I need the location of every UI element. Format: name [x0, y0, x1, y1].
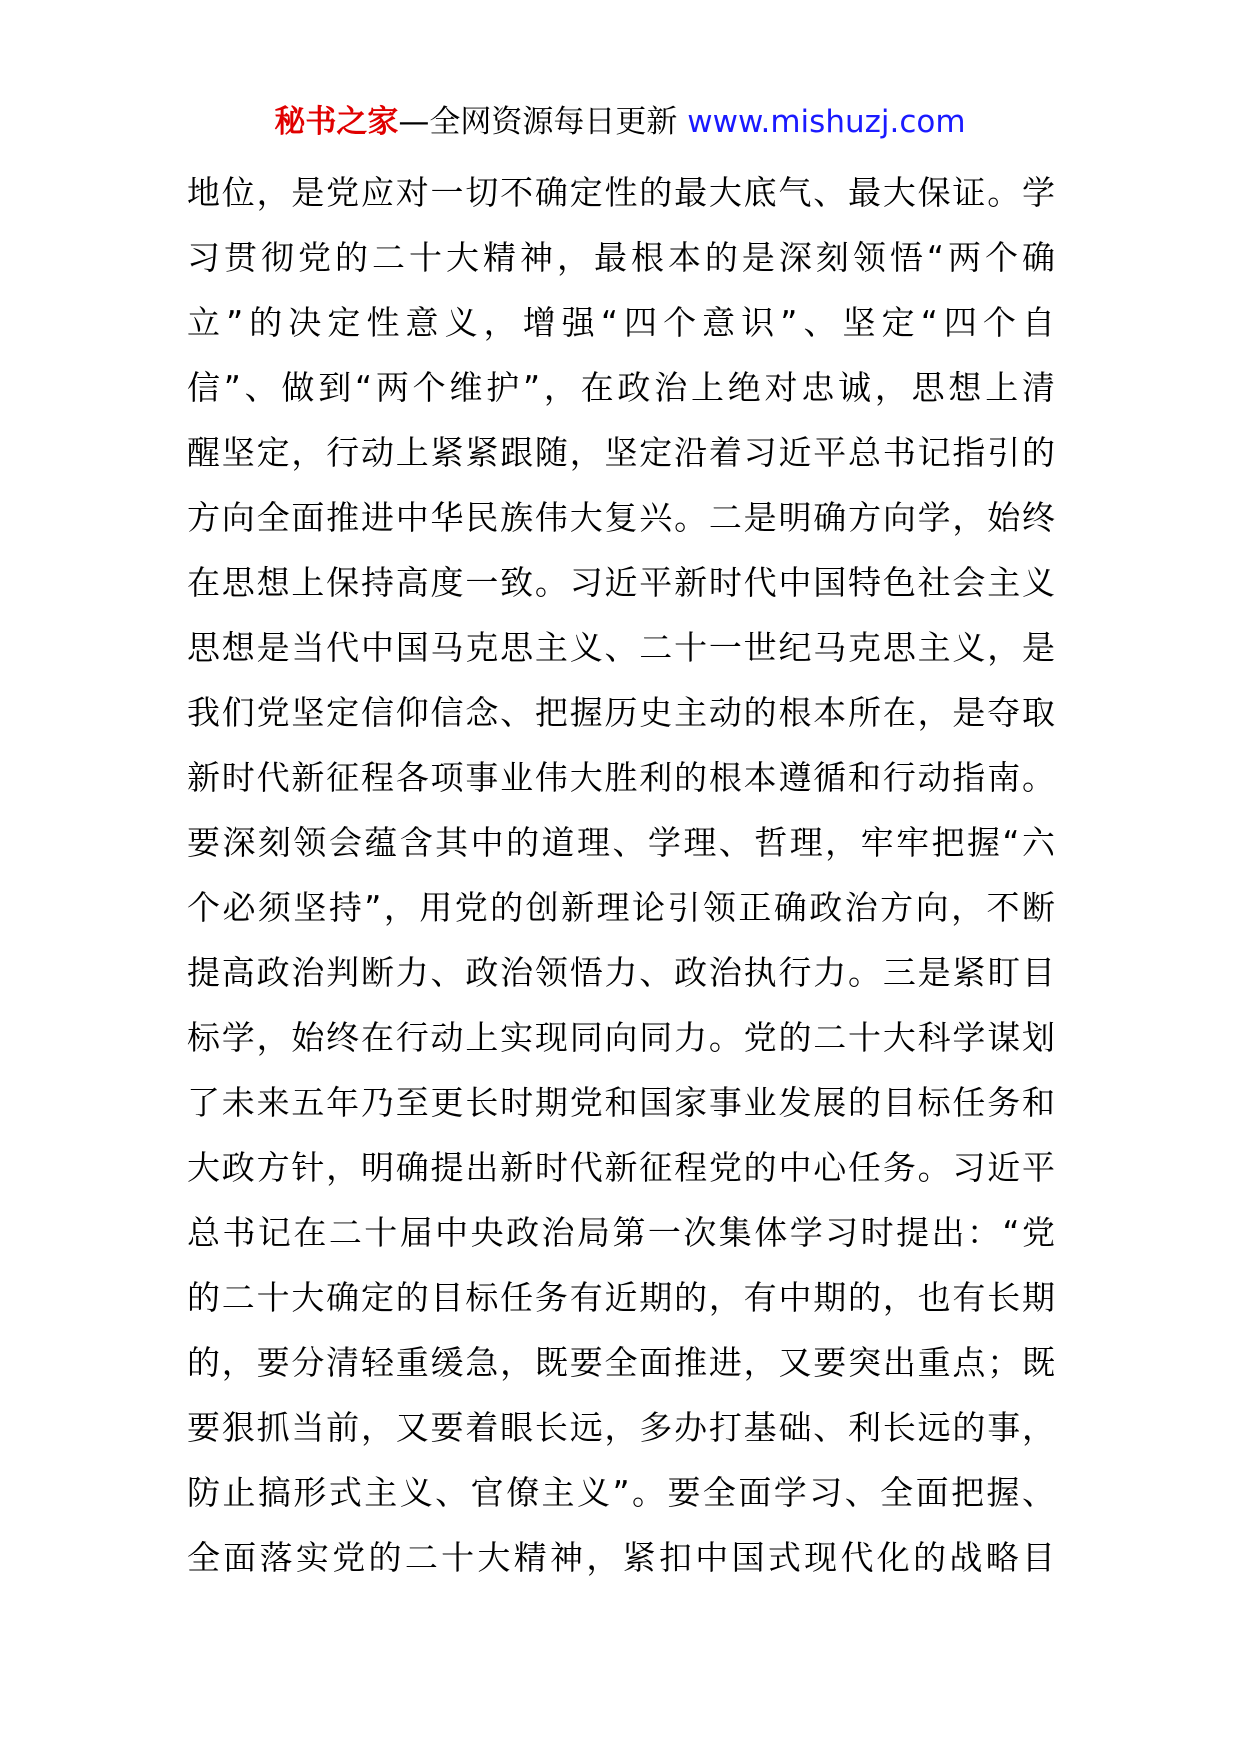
brand-name: 秘书之家 — [274, 104, 399, 140]
text-line: 防止搞形式主义、官僚主义”。要全面学习、全面把握、 — [187, 1473, 1055, 1512]
text-line: 全面落实党的二十大精神，紧扣中国式现代化的战略目 — [187, 1538, 1055, 1577]
text-line: 醒坚定，行动上紧紧跟随，坚定沿着习近平总书记指引的 — [187, 433, 1055, 472]
text-line: 的，要分清轻重缓急，既要全面推进，又要突出重点；既 — [187, 1343, 1055, 1382]
text-line: 总书记在二十届中央政治局第一次集体学习时提出：“党 — [187, 1213, 1055, 1252]
document-body — [187, 160, 1055, 1590]
text-line: 信”、做到“两个维护”，在政治上绝对忠诚，思想上清 — [187, 368, 1055, 407]
text-line: 在思想上保持高度一致。习近平新时代中国特色社会主义 — [187, 563, 1055, 602]
text-line: 我们党坚定信仰信念、把握历史主动的根本所在，是夺取 — [187, 693, 1055, 732]
text-line: 的二十大确定的目标任务有近期的，有中期的，也有长期 — [187, 1278, 1055, 1317]
text-line: 大政方针，明确提出新时代新征程党的中心任务。习近平 — [187, 1148, 1055, 1187]
text-line: 思想是当代中国马克思主义、二十一世纪马克思主义，是 — [187, 628, 1055, 667]
website-link[interactable]: www.mishuzj.com — [687, 104, 966, 140]
text-line: 个必须坚持”，用党的创新理论引领正确政治方向，不断 — [187, 888, 1055, 927]
text-line: 标学，始终在行动上实现同向同力。党的二十大科学谋划 — [187, 1018, 1055, 1057]
text-line: 要深刻领会蕴含其中的道理、学理、哲理，牢牢把握“六 — [187, 823, 1055, 862]
text-line: 习贯彻党的二十大精神，最根本的是深刻领悟“两个确 — [187, 238, 1055, 277]
text-line: 要狠抓当前，又要着眼长远，多办打基础、利长远的事， — [187, 1408, 1055, 1447]
header-tagline: —全网资源每日更新 — [398, 104, 688, 140]
text-line: 方向全面推进中华民族伟大复兴。二是明确方向学，始终 — [187, 498, 1055, 537]
page-header — [0, 100, 1240, 144]
text-line: 提高政治判断力、政治领悟力、政治执行力。三是紧盯目 — [187, 953, 1055, 992]
text-line: 地位，是党应对一切不确定性的最大底气、最大保证。学 — [187, 173, 1055, 212]
text-line: 了未来五年乃至更长时期党和国家事业发展的目标任务和 — [187, 1083, 1055, 1122]
text-line: 新时代新征程各项事业伟大胜利的根本遵循和行动指南。 — [187, 758, 1055, 797]
text-line: 立”的决定性意义，增强“四个意识”、坚定“四个自 — [187, 303, 1055, 342]
